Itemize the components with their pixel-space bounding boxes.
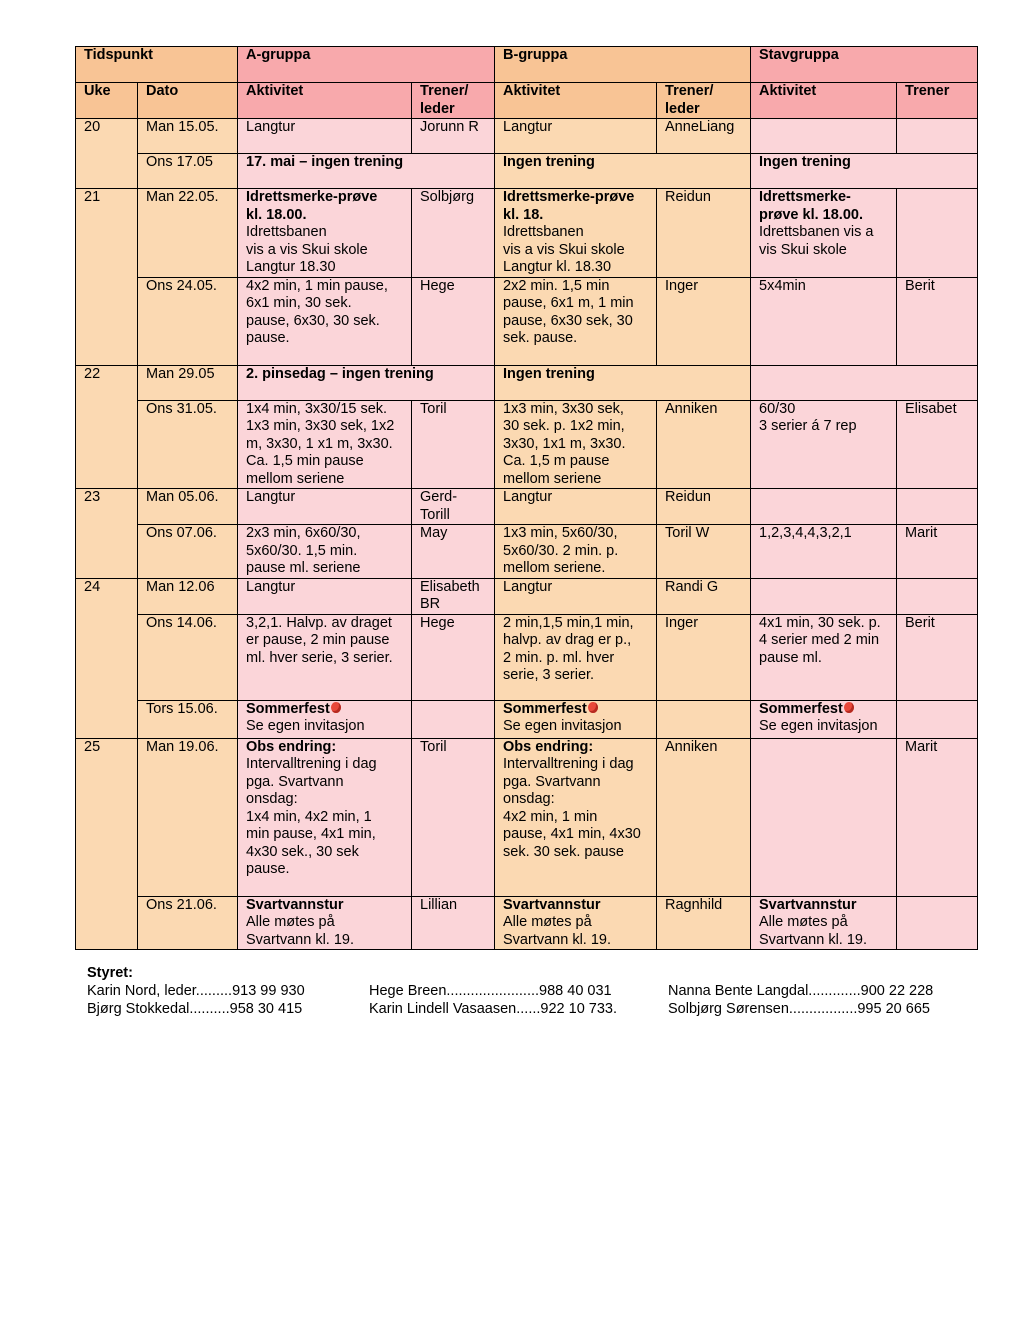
cell-line: Svartvann kl. 19. — [503, 931, 612, 948]
cell-line: 4 serier med 2 min — [759, 632, 880, 648]
cell-line: Ca. 1,5 min pause — [246, 453, 364, 469]
b-gruppa-activity-cell — [495, 578, 657, 614]
a-gruppa-trainer-cell — [412, 189, 495, 278]
schedule-row — [76, 896, 978, 950]
b-gruppa-activity-cell — [495, 700, 657, 738]
cell-line: 1x3 min, 5x60/30, — [503, 525, 618, 541]
header-a-trener-1: Trener/ — [420, 83, 469, 99]
date-cell: Man 12.06 — [138, 578, 238, 614]
stavgruppa-activity-cell — [751, 189, 897, 278]
date-cell: Ons 24.05. — [138, 277, 238, 365]
header-a-aktivitet: Aktivitet — [238, 83, 412, 119]
a-gruppa-activity-cell — [238, 277, 412, 365]
cell-line: Svartvann kl. 19. — [759, 931, 868, 948]
styret-row-1 — [87, 982, 967, 1000]
cell-line: AnneLiang — [665, 119, 735, 135]
cell-line: sek. pause. — [503, 330, 578, 346]
stavgruppa-trainer-cell — [897, 738, 978, 896]
cell-line: Anniken — [665, 738, 718, 755]
cell-line: 5x4min — [759, 277, 806, 294]
stavgruppa-activity-cell — [751, 277, 897, 365]
schedule-row — [76, 400, 978, 489]
a-gruppa-activity-cell — [238, 578, 412, 614]
cell-line: Solbjørg — [420, 189, 475, 205]
a-gruppa-activity-cell — [238, 525, 412, 579]
cell-line: 2x2 min. 1,5 min — [503, 277, 610, 294]
cell-line: 1x4 min, 4x2 min, 1 — [246, 808, 372, 825]
header-b-gruppa: B-gruppa — [495, 47, 751, 83]
cell-line: Se egen invitasjon — [246, 718, 365, 734]
cell-heading: Svartvannstur — [503, 896, 601, 913]
schedule-row — [76, 365, 978, 400]
cell-line: 4x2 min, 1 min — [503, 808, 598, 825]
date-cell: Ons 21.06. — [138, 896, 238, 950]
cell-line: Alle møtes på — [759, 914, 848, 930]
stavgruppa-activity-cell — [751, 896, 897, 950]
a-gruppa-activity-cell — [238, 119, 412, 154]
cell-line: 4x2 min, 1 min pause, — [246, 277, 388, 294]
cell-line: Hege — [420, 614, 455, 631]
cell-line: kl. 18. — [503, 206, 544, 223]
cell-line: Idrettsbanen vis a — [759, 224, 874, 240]
date-cell: Man 19.06. — [138, 738, 238, 896]
cell-line: Langtur — [246, 578, 296, 595]
header-a-trener — [412, 83, 495, 119]
b-gruppa-trainer-cell — [657, 277, 751, 365]
cell-line: Berit — [905, 277, 935, 294]
cell-line: Idrettsmerke-prøve — [503, 189, 635, 205]
date-cell: Ons 17.05 — [138, 154, 238, 189]
stavgruppa-activity-cell — [751, 119, 897, 154]
stavgruppa-trainer-cell — [897, 525, 978, 579]
cell-line: 4x30 sek., 30 sek — [246, 843, 359, 860]
date-cell: Man 29.05 — [138, 365, 238, 400]
cell-line: Marit — [905, 525, 938, 541]
styret-member: Hege Breen.......................988 40 031 — [369, 983, 612, 999]
b-gruppa-trainer-cell — [657, 700, 751, 738]
cell-line: Intervalltrening i dag — [246, 756, 377, 772]
stavgruppa-activity-cell — [751, 578, 897, 614]
cell-line: pause ml. — [759, 649, 822, 666]
a-gruppa-trainer-cell — [412, 277, 495, 365]
schedule-row — [76, 614, 978, 700]
cell-line: ml. hver serie, 3 serier. — [246, 649, 393, 666]
cell-line: 5x60/30. 2 min. p. — [503, 542, 619, 559]
stavgruppa-trainer-cell — [897, 700, 978, 738]
a-gruppa-trainer-cell — [412, 119, 495, 154]
week-cell: 22 — [76, 365, 138, 489]
cell-line: 3,2,1. Halvp. av draget — [246, 614, 392, 631]
stavgruppa-trainer-cell — [897, 400, 978, 489]
header-a-gruppa: A-gruppa — [238, 47, 495, 83]
header-tidspunkt: Tidspunkt — [76, 47, 238, 83]
date-cell: Ons 14.06. — [138, 614, 238, 700]
cell-line: 3 serier á 7 rep — [759, 418, 857, 434]
schedule-row — [76, 738, 978, 896]
b-gruppa-activity-cell — [495, 119, 657, 154]
schedule-row — [76, 489, 978, 525]
header-b-trener-2: leder — [665, 100, 700, 117]
cell-line: Anniken — [665, 400, 718, 417]
stavgruppa-merged-cell — [751, 365, 978, 400]
cell-line: 30 sek. p. 1x2 min, — [503, 418, 625, 434]
cell-line: pause. — [246, 330, 290, 346]
a-gruppa-trainer-cell — [412, 525, 495, 579]
a-gruppa-activity-cell — [238, 189, 412, 278]
cell-line: vis a vis Skui skole — [503, 241, 625, 258]
cell-line: 6x1 min, 30 sek. — [246, 295, 352, 311]
b-gruppa-trainer-cell — [657, 896, 751, 950]
header-a-trener-2: leder — [420, 100, 455, 117]
cell-line: Marit — [905, 738, 938, 755]
a-gruppa-activity-cell — [238, 400, 412, 489]
cell-line: Elisabeth — [420, 578, 480, 595]
a-gruppa-trainer-cell — [412, 700, 495, 738]
b-gruppa-activity-cell — [495, 189, 657, 278]
cell-line: onsdag: — [503, 791, 555, 807]
cell-line: mellom seriene. — [503, 560, 606, 576]
week-cell: 20 — [76, 119, 138, 189]
b-gruppa-trainer-cell — [657, 614, 751, 700]
cell-line: Se egen invitasjon — [759, 718, 878, 734]
week-cell: 21 — [76, 189, 138, 366]
cell-line: Ragnhild — [665, 896, 723, 913]
cell-line: pause, 6x1 m, 1 min — [503, 295, 634, 311]
stavgruppa-trainer-cell — [897, 896, 978, 950]
cell-heading: Sommerfest — [503, 700, 587, 717]
cell-line: Torill — [420, 506, 450, 523]
cell-line: Ca. 1,5 m pause — [503, 453, 610, 469]
stavgruppa-merged-cell: Ingen trening — [751, 154, 978, 189]
cell-heading: Sommerfest — [246, 700, 330, 717]
styret-footer — [87, 964, 967, 1018]
cell-line: m, 3x30, 1 x1 m, 3x30. — [246, 435, 393, 452]
cell-line: May — [420, 525, 448, 541]
a-gruppa-merged-cell: 17. mai – ingen trening — [238, 154, 495, 189]
header-b-aktivitet: Aktivitet — [495, 83, 657, 119]
cell-heading: Svartvannstur — [246, 896, 344, 913]
cell-line: pause, 6x30, 30 sek. — [246, 312, 380, 329]
cell-line: prøve kl. 18.00. — [759, 206, 863, 223]
a-gruppa-trainer-cell — [412, 489, 495, 525]
cell-line: Idrettsmerke- — [759, 189, 851, 205]
b-gruppa-activity-cell — [495, 614, 657, 700]
b-gruppa-trainer-cell — [657, 738, 751, 896]
cell-line: Inger — [665, 614, 699, 631]
cell-line: Svartvann kl. 19. — [246, 931, 355, 948]
cell-line: 3x30, 1x1 m, 3x30. — [503, 435, 626, 452]
cell-line: Alle møtes på — [246, 914, 335, 930]
a-gruppa-activity-cell — [238, 614, 412, 700]
cell-line: Elisabet — [905, 400, 957, 417]
balloon-icon — [588, 702, 598, 713]
a-gruppa-trainer-cell — [412, 738, 495, 896]
cell-line: kl. 18.00. — [246, 206, 307, 223]
a-gruppa-trainer-cell — [412, 578, 495, 614]
stavgruppa-trainer-cell — [897, 578, 978, 614]
b-gruppa-activity-cell — [495, 400, 657, 489]
cell-line: Langtur — [503, 119, 553, 135]
b-gruppa-trainer-cell — [657, 578, 751, 614]
schedule-row — [76, 154, 978, 189]
header-b-trener-1: Trener/ — [665, 83, 714, 99]
schedule-row — [76, 277, 978, 365]
date-cell: Man 05.06. — [138, 489, 238, 525]
b-gruppa-activity-cell — [495, 896, 657, 950]
cell-line: Reidun — [665, 489, 711, 505]
b-gruppa-merged-cell: Ingen trening — [495, 154, 751, 189]
a-gruppa-trainer-cell — [412, 614, 495, 700]
stavgruppa-trainer-cell — [897, 189, 978, 278]
schedule-row — [76, 525, 978, 579]
week-cell: 23 — [76, 489, 138, 579]
cell-line: Reidun — [665, 189, 711, 205]
cell-line: halvp. av drag er p., — [503, 632, 632, 648]
cell-line: Langtur — [503, 489, 553, 505]
cell-line: Idrettsbanen — [246, 224, 327, 240]
cell-line: Alle møtes på — [503, 914, 592, 930]
cell-line: Hege — [420, 277, 455, 294]
cell-line: vis Skui skole — [759, 241, 847, 258]
cell-line: pga. Svartvann — [503, 773, 601, 790]
cell-line: 1,2,3,4,4,3,2,1 — [759, 525, 852, 541]
date-cell: Man 22.05. — [138, 189, 238, 278]
cell-line: Langtur 18.30 — [246, 259, 336, 275]
cell-line: 5x60/30. 1,5 min. — [246, 542, 358, 559]
header-dato: Dato — [138, 83, 238, 119]
a-gruppa-activity-cell — [238, 700, 412, 738]
cell-line: 2x3 min, 6x60/30, — [246, 525, 361, 541]
cell-line: Toril W — [665, 525, 710, 541]
stavgruppa-activity-cell — [751, 400, 897, 489]
cell-line: Langtur — [503, 578, 553, 595]
date-cell: Ons 07.06. — [138, 525, 238, 579]
schedule-row — [76, 578, 978, 614]
styret-member: Bjørg Stokkedal..........958 30 415 — [87, 1001, 303, 1017]
a-gruppa-activity-cell — [238, 896, 412, 950]
balloon-icon — [331, 702, 341, 713]
date-cell: Tors 15.06. — [138, 700, 238, 738]
a-gruppa-merged-cell: 2. pinsedag – ingen trening — [238, 365, 495, 400]
cell-line: pause ml. seriene — [246, 560, 361, 576]
cell-line: Lillian — [420, 896, 458, 913]
header-s-aktivitet: Aktivitet — [751, 83, 897, 119]
b-gruppa-activity-cell — [495, 277, 657, 365]
header-stavgruppa: Stavgruppa — [751, 47, 978, 83]
stavgruppa-trainer-cell — [897, 119, 978, 154]
b-gruppa-trainer-cell — [657, 525, 751, 579]
styret-member: Karin Lindell Vasaasen......922 10 733. — [369, 1001, 618, 1017]
header-s-trener: Trener — [897, 83, 978, 119]
stavgruppa-activity-cell — [751, 700, 897, 738]
cell-line: pause, 6x30 sek, 30 — [503, 312, 633, 329]
cell-line: Idrettsmerke-prøve — [246, 189, 378, 205]
cell-line: pause. — [246, 861, 290, 877]
b-gruppa-trainer-cell — [657, 489, 751, 525]
stavgruppa-trainer-cell — [897, 277, 978, 365]
cell-heading: Obs endring: — [246, 738, 337, 755]
cell-line: Langtur kl. 18.30 — [503, 259, 612, 275]
header-b-trener — [657, 83, 751, 119]
cell-line: 1x4 min, 3x30/15 sek. — [246, 400, 388, 417]
styret-row-2 — [87, 1000, 967, 1018]
b-gruppa-trainer-cell — [657, 189, 751, 278]
cell-line: Se egen invitasjon — [503, 718, 622, 734]
b-gruppa-activity-cell — [495, 489, 657, 525]
header-row-columns — [76, 83, 978, 119]
styret-member: Karin Nord, leder.........913 99 930 — [87, 983, 305, 999]
a-gruppa-activity-cell — [238, 489, 412, 525]
cell-line: 1x3 min, 3x30 sek, — [503, 400, 624, 417]
styret-member: Nanna Bente Langdal.............900 22 228 — [668, 983, 934, 999]
styret-member: Solbjørg Sørensen.................995 20 665 — [668, 1001, 930, 1017]
schedule-row — [76, 119, 978, 154]
cell-line: onsdag: — [246, 791, 298, 807]
cell-line: 2 min. p. ml. hver — [503, 649, 615, 666]
date-cell: Ons 31.05. — [138, 400, 238, 489]
cell-line: vis a vis Skui skole — [246, 241, 368, 258]
cell-line: Langtur — [246, 119, 296, 135]
schedule-table — [75, 46, 978, 950]
stavgruppa-trainer-cell — [897, 614, 978, 700]
b-gruppa-activity-cell — [495, 525, 657, 579]
cell-line: Jorunn R — [420, 119, 479, 135]
cell-heading: Svartvannstur — [759, 896, 857, 913]
cell-line: Berit — [905, 614, 935, 631]
stavgruppa-activity-cell — [751, 738, 897, 896]
stavgruppa-activity-cell — [751, 614, 897, 700]
a-gruppa-activity-cell — [238, 738, 412, 896]
cell-line: Toril — [420, 400, 447, 417]
stavgruppa-activity-cell — [751, 489, 897, 525]
a-gruppa-trainer-cell — [412, 400, 495, 489]
cell-line: 4x1 min, 30 sek. p. — [759, 614, 881, 631]
cell-line: mellom seriene — [503, 470, 602, 487]
b-gruppa-merged-cell: Ingen trening — [495, 365, 751, 400]
header-row-groups — [76, 47, 978, 83]
cell-line: Randi G — [665, 578, 719, 595]
stavgruppa-activity-cell — [751, 525, 897, 579]
cell-heading: Obs endring: — [503, 738, 594, 755]
schedule-row — [76, 700, 978, 738]
cell-line: pga. Svartvann — [246, 773, 344, 790]
cell-line: 2 min,1,5 min,1 min, — [503, 614, 634, 631]
balloon-icon — [844, 702, 854, 713]
cell-line: BR — [420, 596, 441, 612]
cell-line: Gerd- — [420, 489, 458, 505]
cell-line: sek. 30 sek. pause — [503, 843, 624, 860]
cell-line: Langtur — [246, 489, 296, 505]
cell-line: Inger — [665, 277, 699, 294]
stavgruppa-trainer-cell — [897, 489, 978, 525]
cell-line: mellom seriene — [246, 470, 345, 487]
b-gruppa-activity-cell — [495, 738, 657, 896]
cell-line: min pause, 4x1 min, — [246, 826, 376, 842]
cell-line: pause, 4x1 min, 4x30 — [503, 826, 641, 842]
b-gruppa-trainer-cell — [657, 119, 751, 154]
cell-line: er pause, 2 min pause — [246, 632, 390, 648]
date-cell: Man 15.05. — [138, 119, 238, 154]
cell-line: Intervalltrening i dag — [503, 756, 634, 772]
header-uke: Uke — [76, 83, 138, 119]
styret-title: Styret: — [87, 965, 133, 981]
week-cell: 25 — [76, 738, 138, 950]
cell-line: serie, 3 serier. — [503, 667, 595, 683]
a-gruppa-trainer-cell — [412, 896, 495, 950]
schedule-row — [76, 189, 978, 278]
cell-line: Toril — [420, 738, 447, 755]
cell-line: 60/30 — [759, 400, 796, 417]
cell-heading: Sommerfest — [759, 700, 843, 717]
b-gruppa-trainer-cell — [657, 400, 751, 489]
week-cell: 24 — [76, 578, 138, 738]
cell-line: Idrettsbanen — [503, 224, 584, 240]
cell-line: 1x3 min, 3x30 sek, 1x2 — [246, 418, 395, 434]
